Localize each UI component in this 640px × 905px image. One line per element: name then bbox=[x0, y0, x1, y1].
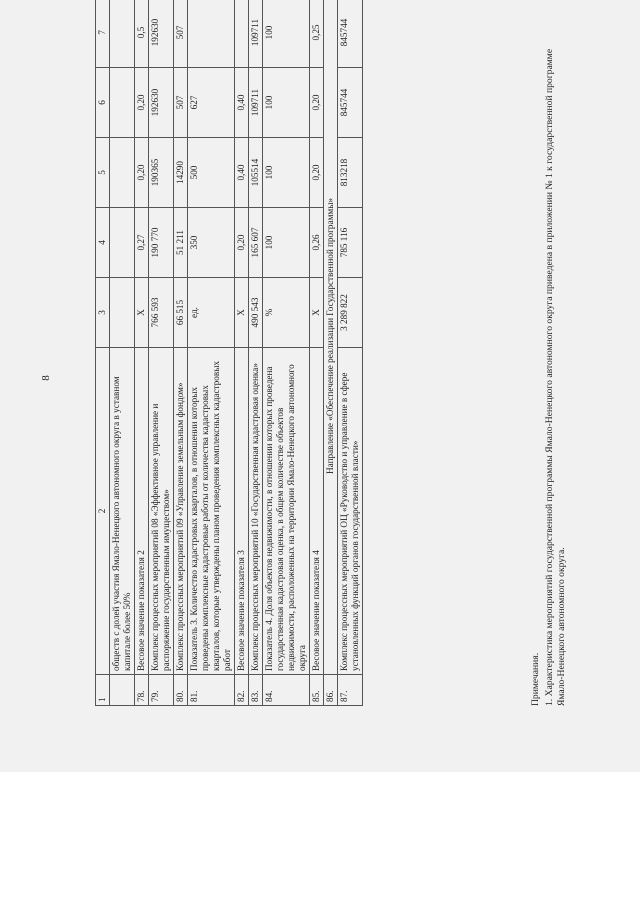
header-cell: 5 bbox=[96, 138, 110, 208]
table-body bbox=[110, 0, 363, 706]
row-name: Комплекс процессных мероприятий 09 «Управление земельным фондом» bbox=[174, 348, 188, 675]
header-cell: 4 bbox=[96, 208, 110, 278]
header-cell: 2 bbox=[96, 348, 110, 675]
cell bbox=[110, 278, 135, 348]
cell bbox=[110, 138, 135, 208]
cell: 190365 bbox=[149, 138, 174, 208]
cell: 0,20 bbox=[310, 68, 324, 138]
row-name: обществ с долей участия Ямало-Ненецкого автономного округа в уставном капитале более 50% bbox=[110, 348, 135, 675]
cell: 500 bbox=[188, 138, 235, 208]
cell bbox=[110, 208, 135, 278]
cell: 66 515 bbox=[174, 278, 188, 348]
cell: 813218 bbox=[338, 138, 363, 208]
row-name: Весовое значение показателя 3 bbox=[235, 348, 249, 675]
cell: 192630 bbox=[149, 68, 174, 138]
row-number: 86. bbox=[324, 675, 338, 706]
cell: 14290 bbox=[174, 138, 188, 208]
row-name: Комплекс процессных мероприятий 08 «Эффективное управление и распоряжение государственным имуществом» bbox=[149, 348, 174, 675]
cell: 105514 bbox=[249, 138, 263, 208]
cell: Х bbox=[310, 278, 324, 348]
row-name: Показатель 4. Доля объектов недвижимости, в отношении которых проведена государственная кадастровая оценка, в общем количестве объектов недвижимости, расположенных на территории Ямало-Ненецкого автономного округа bbox=[263, 348, 310, 675]
row-number: 83. bbox=[249, 675, 263, 706]
cell: 785 116 bbox=[338, 208, 363, 278]
table-header-row bbox=[96, 0, 110, 706]
notes-block bbox=[530, 46, 570, 706]
cell: 627 bbox=[188, 68, 235, 138]
table-row bbox=[135, 0, 149, 706]
cell: 350 bbox=[188, 208, 235, 278]
header-cell: 7 bbox=[96, 0, 110, 68]
cell: 100 bbox=[263, 68, 310, 138]
row-name: Комплекс процессных мероприятий ОЦ «Руководство и управление в сфере установленных функций органов государственной власти» bbox=[338, 348, 363, 675]
cell: 100 bbox=[263, 208, 310, 278]
cell: 100 bbox=[263, 0, 310, 68]
row-number: 82. bbox=[235, 675, 249, 706]
cell: 0,20 bbox=[310, 138, 324, 208]
cell: 0,26 bbox=[310, 208, 324, 278]
cell: 0,20 bbox=[235, 208, 249, 278]
cell: 0,20 bbox=[135, 138, 149, 208]
cell: 0,27 bbox=[135, 208, 149, 278]
row-name: Комплекс процессных мероприятий 10 «Государственная кадастровая оценка» bbox=[249, 348, 263, 675]
cell: 845744 bbox=[338, 68, 363, 138]
cell: 51 211 bbox=[174, 208, 188, 278]
program-table bbox=[95, 0, 363, 706]
row-number: 85. bbox=[310, 675, 324, 706]
cell: 190 770 bbox=[149, 208, 174, 278]
cell bbox=[188, 0, 235, 68]
table-row bbox=[310, 0, 324, 706]
cell: 109711 bbox=[249, 68, 263, 138]
table-row bbox=[249, 0, 263, 706]
cell: Х bbox=[235, 278, 249, 348]
cell: 507 bbox=[174, 0, 188, 68]
cell bbox=[110, 68, 135, 138]
cell: 3 289 822 bbox=[338, 278, 363, 348]
cell: 845744 bbox=[338, 0, 363, 68]
cell: 100 bbox=[263, 138, 310, 208]
cell: 0,40 bbox=[235, 68, 249, 138]
header-cell: 3 bbox=[96, 278, 110, 348]
row-name: Весовое значение показателя 2 bbox=[135, 348, 149, 675]
table-row bbox=[149, 0, 174, 706]
table-row bbox=[235, 0, 249, 706]
cell: ед. bbox=[188, 278, 235, 348]
cell: 0,20 bbox=[135, 68, 149, 138]
row-name: Весовое значение показателя 4 bbox=[310, 348, 324, 675]
row-name: Показатель 3. Количество кадастровых кварталов, в отношении которых проведены комплексные кадастровые работы от количества кадастровых кварталов, которые утверждены планом проведения комплексных кадастровых работ bbox=[188, 348, 235, 675]
table-row bbox=[263, 0, 310, 706]
cell: 0,25 bbox=[310, 0, 324, 68]
direction-row bbox=[324, 0, 338, 706]
notes-text: 1. Характеристика мероприятий государственной программы Ямало-Ненецкого автономного округа приведена в приложении № 1 к государственной программе Ямало-Ненецкого автономного округа. bbox=[544, 48, 567, 706]
cell: 0,5 bbox=[135, 0, 149, 68]
header-cell: 6 bbox=[96, 68, 110, 138]
cell: 0,40 bbox=[235, 138, 249, 208]
cell: 165 607 bbox=[249, 208, 263, 278]
direction-title: Направление «Обеспечение реализации Государственной программы» bbox=[324, 0, 338, 675]
row-number: 84. bbox=[263, 675, 310, 706]
page-number: 8 bbox=[39, 375, 52, 381]
cell bbox=[110, 0, 135, 68]
row-number: 80. bbox=[174, 675, 188, 706]
notes-title: Примечания. bbox=[530, 652, 541, 706]
cell: Х bbox=[135, 278, 149, 348]
row-number: 81. bbox=[188, 675, 235, 706]
cell: 109711 bbox=[249, 0, 263, 68]
cell: 192630 bbox=[149, 0, 174, 68]
table-row bbox=[110, 0, 135, 706]
cell bbox=[235, 0, 249, 68]
row-number bbox=[110, 675, 135, 706]
cell: % bbox=[263, 278, 310, 348]
cell: 507 bbox=[174, 68, 188, 138]
header-cell: 1 bbox=[96, 675, 110, 706]
cell: 490 543 bbox=[249, 278, 263, 348]
table-row bbox=[338, 0, 363, 706]
table-row bbox=[188, 0, 235, 706]
row-number: 78. bbox=[135, 675, 149, 706]
row-number: 87. bbox=[338, 675, 363, 706]
cell: 766 593 bbox=[149, 278, 174, 348]
table-row bbox=[174, 0, 188, 706]
row-number: 79. bbox=[149, 675, 174, 706]
